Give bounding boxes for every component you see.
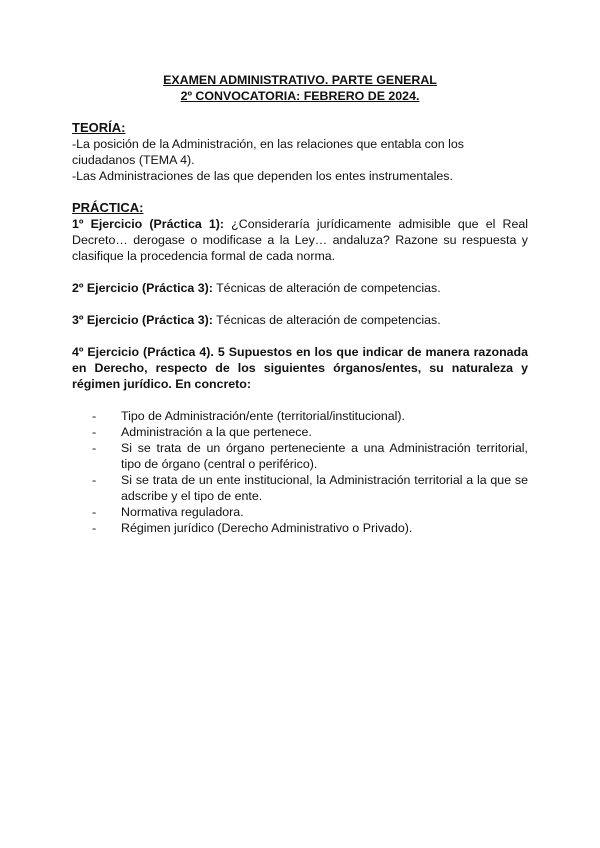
dash-bullet: - bbox=[92, 473, 97, 487]
exercise-label: 4º Ejercicio (Práctica 4). 5 Supuestos en los que indicar de manera razonada en Derecho, respecto de los siguientes órganos/entes, su naturaleza y régimen jurídico. En concreto: bbox=[72, 345, 528, 391]
exercise-3 bbox=[72, 312, 528, 328]
practica-heading: PRÁCTICA: bbox=[72, 200, 144, 215]
exercise-4 bbox=[72, 344, 528, 392]
teoria-item: -Las Administraciones de las que dependen los entes instrumentales. bbox=[72, 169, 453, 183]
list-item bbox=[72, 440, 528, 472]
list-item bbox=[72, 520, 528, 536]
dash-bullet: - bbox=[92, 441, 97, 455]
exercise-label: 2º Ejercicio (Práctica 3): bbox=[72, 281, 213, 295]
list-item bbox=[72, 408, 528, 424]
exercise-text: Técnicas de alteración de competencias. bbox=[212, 313, 441, 327]
title-line-2: 2º CONVOCATORIA: FEBRERO DE 2024. bbox=[180, 89, 420, 103]
dash-bullet: - bbox=[92, 409, 97, 423]
list-item bbox=[72, 472, 528, 504]
list-item-text: Régimen jurídico (Derecho Administrativo o Privado). bbox=[121, 521, 413, 535]
list-item-text: Administración a la que pertenece. bbox=[121, 425, 312, 439]
exercise-label: 3º Ejercicio (Práctica 3): bbox=[72, 313, 213, 327]
teoria-item: -La posición de la Administración, en las relaciones que entabla con los ciudadanos (TEMA 4). bbox=[72, 137, 464, 167]
criteria-list bbox=[72, 408, 528, 536]
exercise-text: ¿Consideraría jurídicamente admisible que el Real Decreto… derogase o modificase a la Ley… andaluza? Razone su respuesta y clasifique la procedencia formal de cada norma. bbox=[72, 217, 528, 263]
exercise-1 bbox=[72, 216, 528, 264]
teoria-heading: TEORÍA: bbox=[72, 120, 126, 135]
document-title bbox=[72, 72, 528, 104]
practica-section bbox=[72, 200, 528, 264]
dash-bullet: - bbox=[92, 425, 97, 439]
exercise-label: 1º Ejercicio (Práctica 1): bbox=[72, 217, 225, 231]
list-item-text: Normativa reguladora. bbox=[121, 505, 244, 519]
list-item bbox=[72, 504, 528, 520]
dash-bullet: - bbox=[92, 505, 97, 519]
list-item bbox=[72, 424, 528, 440]
exercise-2 bbox=[72, 280, 528, 296]
teoria-section bbox=[72, 120, 528, 184]
exercise-text: Técnicas de alteración de competencias. bbox=[212, 281, 441, 295]
list-item-text: Si se trata de un ente institucional, la Administración territorial a la que se adscribe y el tipo de ente. bbox=[121, 473, 528, 503]
list-item-text: Tipo de Administración/ente (territorial/institucional). bbox=[121, 409, 405, 423]
list-item-text: Si se trata de un órgano perteneciente a una Administración territorial, tipo de órgano (central o periférico). bbox=[121, 441, 528, 471]
dash-bullet: - bbox=[92, 521, 97, 535]
title-line-1: EXAMEN ADMINISTRATIVO. PARTE GENERAL bbox=[163, 73, 437, 87]
